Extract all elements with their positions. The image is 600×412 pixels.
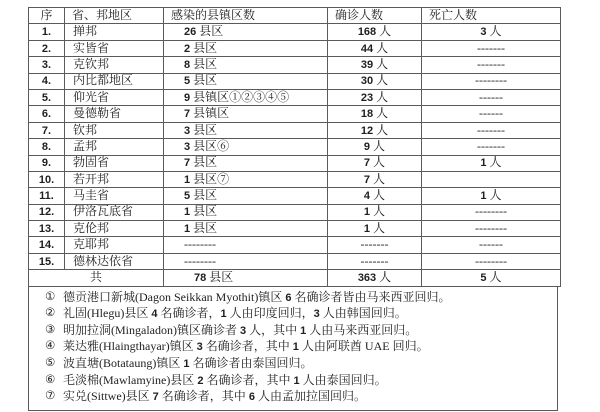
- cell-confirmed-cases: 44 人: [328, 40, 422, 56]
- cell-infected-townships: 3 县区: [164, 122, 328, 138]
- cell-confirmed-cases: 4 人: [328, 188, 422, 204]
- cell-confirmed-cases: 1 人: [328, 204, 422, 220]
- col-header-confirmed: 确诊人数: [328, 8, 422, 24]
- cell-infected-townships: 26 县区: [164, 24, 328, 40]
- cell-region-name: 钦邦: [65, 122, 164, 138]
- footnote-marker: ④: [45, 340, 56, 353]
- cell-confirmed-cases: 12 人: [328, 122, 422, 138]
- cell-index: 11.: [29, 188, 65, 204]
- cell-deaths: ------: [422, 237, 561, 253]
- cell-infected-townships: 1 县区: [164, 204, 328, 220]
- cell-region-name: 马圭省: [65, 188, 164, 204]
- cell-total-deaths: 5 人: [422, 270, 561, 286]
- cell-region-name: 内比都地区: [65, 73, 164, 89]
- cell-deaths: --------: [422, 253, 561, 269]
- cell-infected-townships: 7 县区: [164, 155, 328, 171]
- cell-deaths: -------: [422, 57, 561, 73]
- cell-deaths: -------: [422, 139, 561, 155]
- cell-confirmed-cases: -------: [328, 253, 422, 269]
- footnote-marker: ②: [45, 307, 56, 320]
- cell-confirmed-cases: 9 人: [328, 139, 422, 155]
- cell-total-infected-townships: 78 县区: [164, 270, 328, 286]
- cell-deaths: --------: [422, 73, 561, 89]
- cell-index: 13.: [29, 221, 65, 237]
- cell-confirmed-cases: 1 人: [328, 221, 422, 237]
- table-row: [29, 155, 561, 171]
- cell-index: 12.: [29, 204, 65, 220]
- table-row: [29, 139, 561, 155]
- cell-infected-townships: 2 县区: [164, 40, 328, 56]
- cell-region-name: 仰光省: [65, 89, 164, 105]
- cell-infected-townships: 7 县镇区: [164, 106, 328, 122]
- header-row: [29, 8, 561, 24]
- cell-index: 5.: [29, 89, 65, 105]
- footnote-marker: ③: [45, 323, 56, 336]
- cell-confirmed-cases: 7 人: [328, 155, 422, 171]
- footnote-marker: ⑥: [45, 373, 56, 386]
- cell-index: 1.: [29, 24, 65, 40]
- table-row: [29, 204, 561, 220]
- cell-index: 7.: [29, 122, 65, 138]
- col-header-region: 省、邦地区: [65, 8, 164, 24]
- footnote-text: 明加拉洞(Mingaladon)镇区确诊者 3 人，其中 1 人由马来西亚回归。: [63, 322, 418, 337]
- table-row: [29, 253, 561, 269]
- cell-deaths: 1 人: [422, 155, 561, 171]
- footnote-line: [45, 356, 553, 373]
- cell-region-name: 实皆省: [65, 40, 164, 56]
- table-row: [29, 122, 561, 138]
- table-row: [29, 89, 561, 105]
- footnote-text: 莱达雅(Hlaingthayar)镇区 3 名确诊者，其中 1 人由阿联酋 UAE 回归。: [63, 339, 429, 354]
- cell-deaths: 1 人: [422, 188, 561, 204]
- cell-index: 14.: [29, 237, 65, 253]
- cell-index: 4.: [29, 73, 65, 89]
- footnote-marker: ⑦: [45, 390, 56, 403]
- footnote-line: [45, 339, 553, 356]
- table-row: [29, 188, 561, 204]
- footnote-line: [45, 306, 553, 323]
- footnote-text: 德贡港口新城(Dagon Seikkan Myothit)镇区 6 名确诊者皆由马来西亚回归。: [63, 289, 451, 304]
- cell-region-name: 孟邦: [65, 139, 164, 155]
- cell-region-name: 伊洛瓦底省: [65, 204, 164, 220]
- cell-index: 9.: [29, 155, 65, 171]
- footnotes-box: [28, 287, 558, 411]
- footnote-marker: ⑤: [45, 357, 56, 370]
- footnote-text: 实兑(Sittwe)县区 7 名确诊者，其中 6 人由孟加拉国回归。: [63, 389, 366, 404]
- cell-infected-townships: --------: [164, 237, 328, 253]
- cell-region-name: 克耶邦: [65, 237, 164, 253]
- cell-region-name: 若开邦: [65, 171, 164, 187]
- cell-index: 6.: [29, 106, 65, 122]
- cell-infected-townships: 9 县镇区①②③④⑤: [164, 89, 328, 105]
- table-row: [29, 221, 561, 237]
- cell-deaths: --------: [422, 204, 561, 220]
- cell-index: 3.: [29, 57, 65, 73]
- cell-confirmed-cases: 30 人: [328, 73, 422, 89]
- cell-region-name: 掸邦: [65, 24, 164, 40]
- col-header-index: 序: [29, 8, 65, 24]
- footnote-text: 礼固(Hlegu)县区 4 名确诊者，1 人由印度回归，3 人由韩国回归。: [63, 306, 407, 321]
- cell-total-label: 共: [29, 270, 164, 286]
- covid-region-table: [28, 7, 561, 287]
- cell-region-name: 勃固省: [65, 155, 164, 171]
- col-header-deaths: 死亡人数: [422, 8, 561, 24]
- cell-infected-townships: 5 县区: [164, 73, 328, 89]
- cell-infected-townships: 3 县区⑥: [164, 139, 328, 155]
- table-row: [29, 237, 561, 253]
- table-row: [29, 40, 561, 56]
- cell-index: 10.: [29, 171, 65, 187]
- cell-region-name: 克钦邦: [65, 57, 164, 73]
- cell-deaths: [422, 171, 561, 187]
- table-row: [29, 73, 561, 89]
- footnote-line: [45, 373, 553, 390]
- cell-infected-townships: --------: [164, 253, 328, 269]
- footnote-line: [45, 323, 553, 340]
- cell-deaths: -------: [422, 122, 561, 138]
- table-row: [29, 57, 561, 73]
- footnote-marker: ①: [45, 290, 56, 303]
- cell-infected-townships: 1 县区⑦: [164, 171, 328, 187]
- document-page: [28, 7, 560, 411]
- cell-deaths: ------: [422, 106, 561, 122]
- footnote-text: 波直塘(Botataung)镇区 1 名确诊者由泰国回归。: [63, 356, 313, 371]
- cell-index: 8.: [29, 139, 65, 155]
- cell-total-confirmed-cases: 363 人: [328, 270, 422, 286]
- cell-index: 15.: [29, 253, 65, 269]
- cell-infected-townships: 5 县区: [164, 188, 328, 204]
- cell-confirmed-cases: -------: [328, 237, 422, 253]
- cell-deaths: ------: [422, 89, 561, 105]
- cell-region-name: 曼德勒省: [65, 106, 164, 122]
- cell-deaths: --------: [422, 221, 561, 237]
- col-header-infected: 感染的县镇区数: [164, 8, 328, 24]
- cell-region-name: 克伦邦: [65, 221, 164, 237]
- footnote-line: [45, 389, 553, 406]
- cell-deaths: -------: [422, 40, 561, 56]
- cell-confirmed-cases: 18 人: [328, 106, 422, 122]
- footnote-line: [45, 290, 553, 307]
- cell-infected-townships: 1 县区: [164, 221, 328, 237]
- table-row: [29, 106, 561, 122]
- cell-confirmed-cases: 39 人: [328, 57, 422, 73]
- cell-confirmed-cases: 23 人: [328, 89, 422, 105]
- footnote-text: 毛淡棉(Mawlamyine)县区 2 名确诊者，其中 1 人由泰国回归。: [63, 372, 387, 387]
- cell-deaths: 3 人: [422, 24, 561, 40]
- table-row: [29, 24, 561, 40]
- cell-region-name: 德林达依省: [65, 253, 164, 269]
- cell-index: 2.: [29, 40, 65, 56]
- cell-confirmed-cases: 168 人: [328, 24, 422, 40]
- table-row: [29, 171, 561, 187]
- cell-infected-townships: 8 县区: [164, 57, 328, 73]
- cell-confirmed-cases: 7 人: [328, 171, 422, 187]
- total-row: [29, 270, 561, 286]
